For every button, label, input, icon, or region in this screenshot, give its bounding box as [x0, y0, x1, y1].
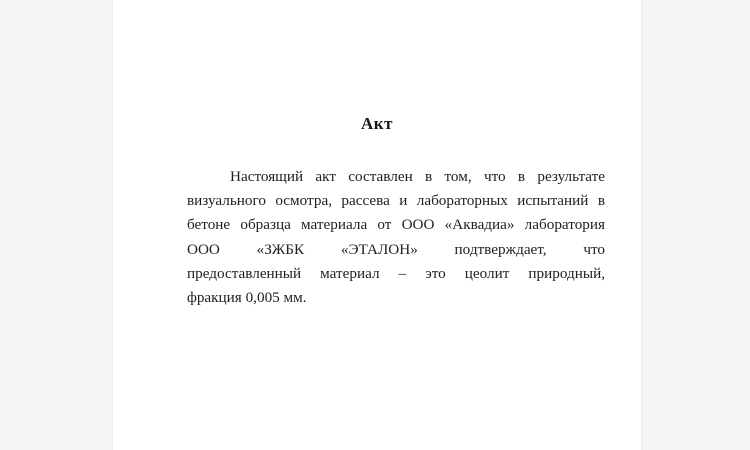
document-body: [187, 165, 605, 310]
body-line-2: визуального осмотра, рассева и лабораторных испытаний в: [187, 192, 605, 210]
body-line-3: бетоне образца материала от ООО «Аквадиа» лаборатория: [187, 216, 605, 234]
document-page: [113, 0, 641, 450]
document-title: Акт: [361, 114, 393, 133]
body-line-5: предоставленный материал – это цеолит природный,: [187, 264, 605, 282]
body-line-4: ООО «ЗЖБК «ЭТАЛОН» подтверждает, что: [187, 240, 605, 258]
body-line-1: Настоящий акт составлен в том, что в результате: [230, 168, 605, 185]
body-line-6: фракция 0,005 мм.: [187, 289, 307, 307]
